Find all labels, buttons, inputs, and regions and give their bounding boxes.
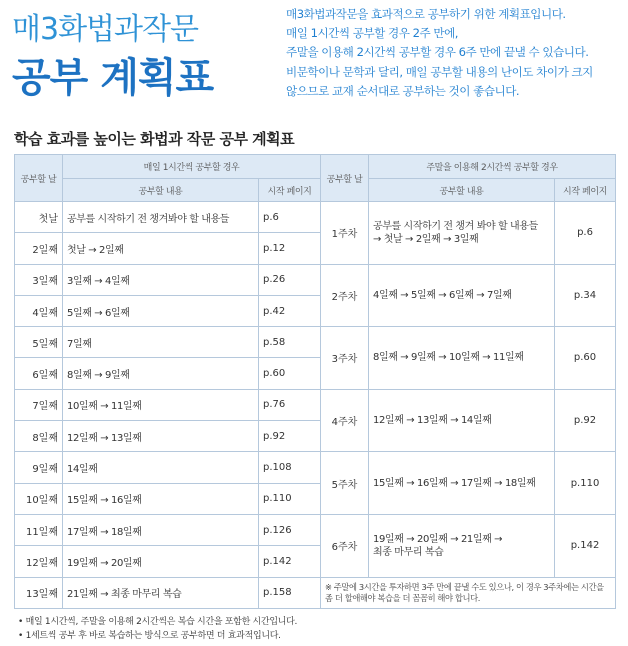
week-cell: 2주차 (321, 264, 369, 327)
page-cell: p.92 (259, 421, 321, 452)
col-header-start-page: 시작 페이지 (259, 179, 321, 202)
content-cell: 10일째 → 11일째 (63, 389, 259, 420)
col-header-week-start-page: 시작 페이지 (555, 179, 616, 202)
section-title: 학습 효과를 높이는 화법과 작문 공부 계획표 (14, 130, 295, 148)
content-cell: 8일째 → 9일째 (63, 358, 259, 389)
table-row (15, 327, 616, 358)
page-cell: p.58 (259, 327, 321, 358)
week-cell: 6주차 (321, 514, 369, 577)
day-cell: 9일째 (15, 452, 63, 483)
col-header-day: 공부할 날 (15, 155, 63, 202)
day-cell: 5일째 (15, 327, 63, 358)
note-cell: ※ 주말에 3시간을 투자하면 3주 만에 끝낼 수도 있으나, 이 경우 3주차에는 시간을 좀 더 할애해야 복습을 더 꼼꼼히 해야 합니다. (321, 577, 616, 608)
page-cell: p.110 (259, 483, 321, 514)
table-row (15, 577, 616, 608)
page-cell: p.42 (259, 295, 321, 326)
week-page-cell: p.110 (555, 452, 616, 515)
page-cell: p.12 (259, 233, 321, 264)
study-plan-table (14, 154, 616, 609)
table-row (15, 202, 616, 233)
page-header (0, 0, 628, 112)
page-cell: p.76 (259, 389, 321, 420)
week-page-cell: p.92 (555, 389, 616, 452)
day-cell: 4일째 (15, 295, 63, 326)
page-cell: p.126 (259, 514, 321, 545)
group-header-daily: 매일 1시간씩 공부할 경우 (63, 155, 321, 179)
content-cell: 19일째 → 20일째 (63, 546, 259, 577)
day-cell: 3일째 (15, 264, 63, 295)
week-content-cell: 15일째 → 16일째 → 17일째 → 18일째 (369, 452, 555, 515)
group-header-weekend: 주말을 이용해 2시간씩 공부할 경우 (369, 155, 616, 179)
day-cell: 13일째 (15, 577, 63, 608)
table-row (15, 514, 616, 545)
intro-line: 매3화법과작문을 효과적으로 공부하기 위한 계획표입니다. (286, 7, 566, 21)
col-header-week-content: 공부할 내용 (369, 179, 555, 202)
page-cell: p.142 (259, 546, 321, 577)
intro-line: 주말을 이용해 2시간씩 공부할 경우 6주 만에 끝낼 수 있습니다. (286, 45, 589, 60)
week-content-line: 최종 마무리 복습 (373, 546, 444, 558)
content-cell: 12일째 → 13일째 (63, 421, 259, 452)
week-cell: 5주차 (321, 452, 369, 515)
book-title: 매3화법과작문 (12, 12, 198, 47)
day-cell: 6일째 (15, 358, 63, 389)
table-row (15, 264, 616, 295)
page-cell: p.108 (259, 452, 321, 483)
col-header-content: 공부할 내용 (63, 179, 259, 202)
day-cell: 11일째 (15, 514, 63, 545)
footer-notes (18, 616, 297, 643)
content-cell: 7일째 (63, 327, 259, 358)
day-cell: 첫날 (15, 202, 63, 233)
intro-line: 않으므로 교재 순서대로 공부하는 것이 좋습니다. (286, 83, 520, 98)
table-row (15, 389, 616, 420)
day-cell: 2일째 (15, 233, 63, 264)
page-cell: p.60 (259, 358, 321, 389)
week-cell: 1주차 (321, 202, 369, 265)
week-content-cell (369, 514, 555, 577)
content-cell: 3일째 → 4일째 (63, 264, 259, 295)
week-content-line: → 첫날 → 2일째 → 3일째 (373, 233, 479, 245)
content-cell: 14일째 (63, 452, 259, 483)
day-cell: 12일째 (15, 546, 63, 577)
week-page-cell: p.6 (555, 202, 616, 265)
week-content-cell: 12일째 → 13일째 → 14일째 (369, 389, 555, 452)
content-cell: 17일째 → 18일째 (63, 514, 259, 545)
week-content-cell (369, 202, 555, 265)
week-content-cell: 4일째 → 5일째 → 6일째 → 7일째 (369, 264, 555, 327)
table-row (15, 452, 616, 483)
footer-note: • 매일 1시간씩, 주말을 이용해 2시간씩은 복습 시간을 포함한 시간입니다. (18, 617, 298, 627)
week-content-line: 공부를 시작하기 전 챙겨 봐야 할 내용들 (373, 220, 538, 232)
day-cell: 7일째 (15, 389, 63, 420)
day-cell: 10일째 (15, 483, 63, 514)
content-cell: 21일째 → 최종 마무리 복습 (63, 577, 259, 608)
week-page-cell: p.34 (555, 264, 616, 327)
page-title: 공부 계획표 (12, 55, 214, 101)
week-page-cell: p.142 (555, 514, 616, 577)
content-cell: 5일째 → 6일째 (63, 295, 259, 326)
intro-text (286, 5, 622, 101)
content-cell: 공부를 시작하기 전 챙겨봐야 할 내용들 (63, 202, 259, 233)
week-content-cell: 8일째 → 9일째 → 10일째 → 11일째 (369, 327, 555, 390)
week-cell: 3주차 (321, 327, 369, 390)
page-cell: p.158 (259, 577, 321, 608)
content-cell: 첫날 → 2일째 (63, 233, 259, 264)
intro-line: 비문학이나 문학과 달리, 매일 공부할 내용의 난이도 차이가 크지 (286, 64, 593, 79)
page-cell: p.6 (259, 202, 321, 233)
footer-note: • 1세트씩 공부 후 바로 복습하는 방식으로 공부하면 더 효과적입니다. (18, 630, 281, 641)
week-cell: 4주차 (321, 389, 369, 452)
page-cell: p.26 (259, 264, 321, 295)
content-cell: 15일째 → 16일째 (63, 483, 259, 514)
intro-line: 매일 1시간씩 공부할 경우 2주 만에, (286, 26, 458, 41)
col-header-week: 공부할 날 (321, 155, 369, 202)
week-page-cell: p.60 (555, 327, 616, 390)
week-content-line: 19일째 → 20일째 → 21일째 → (373, 533, 503, 545)
day-cell: 8일째 (15, 421, 63, 452)
